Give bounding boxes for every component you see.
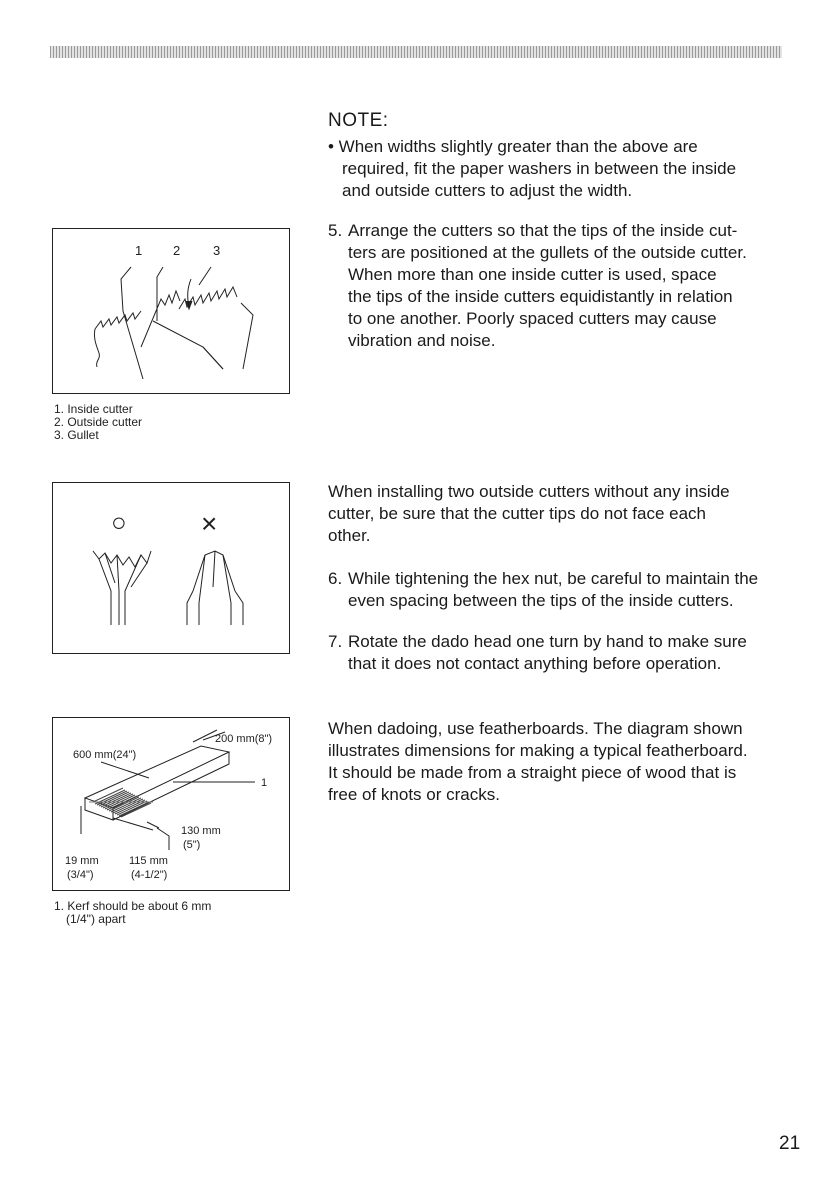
paragraph-line: It should be made from a straight piece of wood that is (328, 763, 737, 782)
step-number: 6. (328, 569, 343, 588)
step-7 (328, 631, 747, 675)
paragraph-line: cutter, be sure that the cutter tips do not face each (328, 504, 707, 523)
step-line: vibration and noise. (348, 331, 496, 350)
figure-1-caption (54, 403, 142, 442)
paragraph-line: other. (328, 526, 371, 545)
step-line: even spacing between the tips of the inside cutters. (348, 591, 734, 610)
note-line: required, fit the paper washers in between the inside (342, 159, 737, 178)
paragraph-line: When installing two outside cutters without any inside (328, 482, 730, 501)
step-line: ters are positioned at the gullets of the outside cutter. (348, 243, 747, 262)
step-line: to one another. Poorly spaced cutters may cause (348, 309, 717, 328)
step-line: the tips of the inside cutters equidistantly in relation (348, 287, 733, 306)
caption-line: 3. Gullet (54, 428, 99, 442)
callout-3: 3 (213, 243, 221, 258)
note-text (328, 136, 736, 202)
paragraph-line: illustrates dimensions for making a typical featherboard. (328, 741, 748, 760)
dim-19: 19 mm (65, 855, 99, 867)
caption-line: 2. Outside cutter (54, 415, 143, 429)
figure-featherboard (52, 717, 290, 891)
step-line: While tightening the hex nut, be careful to maintain the (348, 569, 759, 588)
dim-19-in: (3/4") (67, 869, 94, 881)
paragraph-line: free of knots or cracks. (328, 785, 500, 804)
caption-line: 1. Inside cutter (54, 402, 133, 416)
cutter-diagram (53, 229, 289, 393)
step-line: Arrange the cutters so that the tips of the inside cut- (348, 221, 738, 240)
callout-kerf: 1 (261, 777, 268, 789)
step-line: Rotate the dado head one turn by hand to make sure (348, 632, 747, 651)
correct-symbol: ○ (111, 507, 127, 537)
wrong-symbol: × (201, 508, 218, 539)
note-line: and outside cutters to adjust the width. (342, 181, 633, 200)
dim-200: 200 mm(8") (215, 733, 273, 745)
figure-cutter-tips (52, 482, 290, 654)
step-5 (328, 220, 747, 352)
dim-115-in: (4-1/2") (131, 869, 168, 881)
dim-130-in: (5") (183, 839, 201, 851)
note-title: NOTE: (328, 110, 389, 131)
featherboard-diagram (53, 718, 289, 890)
dim-115: 115 mm (129, 855, 168, 867)
figure-3-caption (54, 900, 211, 926)
dim-130: 130 mm (181, 825, 221, 837)
caption-line: 1. Kerf should be about 6 mm (54, 899, 212, 913)
caption-line: (1/4") apart (66, 912, 126, 926)
dim-600: 600 mm(24") (73, 749, 137, 761)
step-line: When more than one inside cutter is used, space (348, 265, 717, 284)
two-cutters-paragraph (328, 481, 730, 547)
tips-diagram (53, 483, 289, 653)
page-number: 21 (779, 1133, 801, 1154)
header-pattern-bar (50, 46, 782, 58)
step-number: 5. (328, 221, 343, 240)
step-number: 7. (328, 632, 343, 651)
note-line: • When widths slightly greater than the above are (328, 137, 698, 156)
paragraph-line: When dadoing, use featherboards. The diagram shown (328, 719, 743, 738)
callout-1: 1 (135, 243, 143, 258)
featherboard-paragraph (328, 718, 748, 806)
step-6 (328, 568, 758, 612)
callout-2: 2 (173, 243, 181, 258)
figure-cutter-arrangement (52, 228, 290, 394)
step-line: that it does not contact anything before operation. (348, 654, 722, 673)
